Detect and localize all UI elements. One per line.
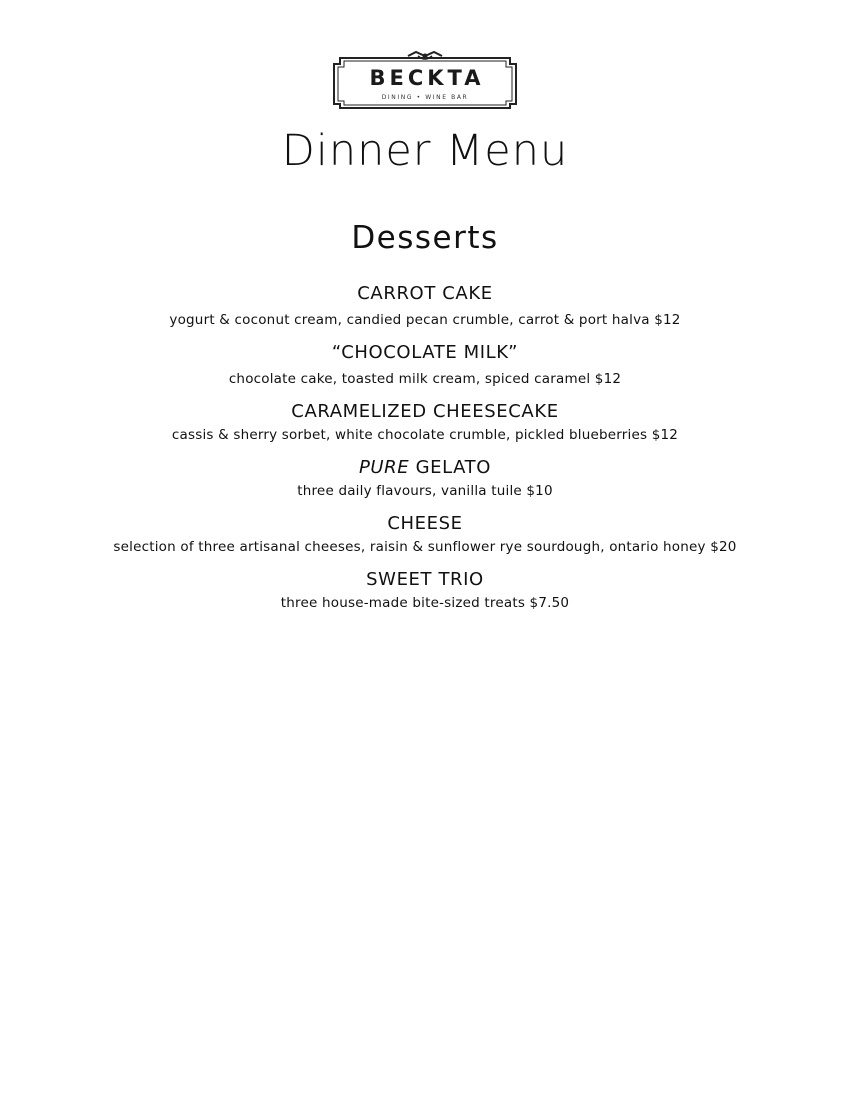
menu-item-name: “CHOCOLATE MILK” [331, 342, 519, 363]
logo-name: BECKTA [369, 66, 485, 90]
menu-item-name: SWEET TRIO [366, 569, 484, 590]
menu-item-name: CARROT CAKE [357, 283, 493, 304]
logo-tagline: DINING • WINE BAR [381, 94, 469, 101]
page-title: Dinner Menu [281, 126, 569, 176]
beckta-logo [332, 50, 518, 112]
menu-item-name-italic: PURE [358, 457, 410, 478]
menu-item-description: three daily flavours, vanilla tuile $10 [297, 483, 553, 499]
section-title: Desserts [351, 220, 499, 256]
menu-item-description: three house-made bite-sized treats $7.50 [280, 595, 570, 611]
menu-item-name-rest: GELATO [415, 457, 492, 478]
menu-item-description: yogurt & coconut cream, candied pecan crumble, carrot & port halva $12 [169, 312, 681, 328]
menu-item-name: CARAMELIZED CHEESECAKE [291, 401, 559, 422]
menu-item-name [0, 457, 850, 478]
menu-item-description: selection of three artisanal cheeses, raisin & sunflower rye sourdough, ontario honey $20 [113, 539, 737, 555]
menu-item-description: chocolate cake, toasted milk cream, spiced caramel $12 [228, 371, 622, 387]
menu-item-name: CHEESE [387, 513, 463, 534]
menu-item-description: cassis & sherry sorbet, white chocolate crumble, pickled blueberries $12 [171, 427, 679, 443]
